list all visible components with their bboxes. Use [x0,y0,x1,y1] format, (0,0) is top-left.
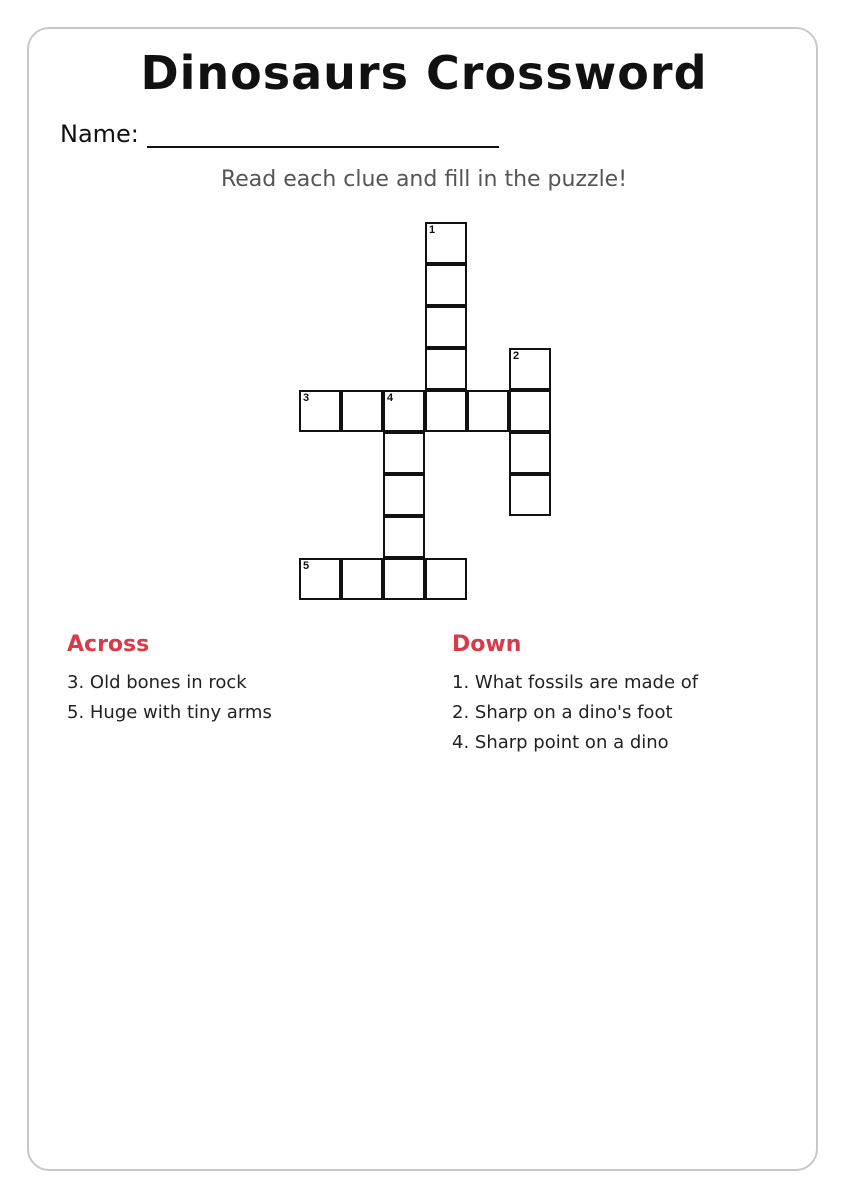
crossword-cell[interactable] [425,558,467,600]
cell-number: 3 [303,392,310,404]
crossword-cell[interactable] [383,516,425,558]
down-heading: Down [452,632,522,657]
page-title: Dinosaurs Crossword [140,46,708,100]
clue-item: 1. What fossils are made of [452,672,699,693]
clue-item: 3. Old bones in rock [67,672,247,693]
crossword-cell[interactable] [383,474,425,516]
cell-number: 2 [513,350,520,362]
crossword-cell[interactable] [383,390,425,432]
cell-number: 1 [429,224,436,236]
crossword-cell[interactable] [425,264,467,306]
crossword-cell[interactable] [509,390,551,432]
crossword-cell[interactable] [341,390,383,432]
crossword-cell[interactable] [509,348,551,390]
crossword-cell[interactable] [425,390,467,432]
cell-number: 4 [387,392,394,404]
across-heading: Across [67,632,150,657]
crossword-cell[interactable] [425,306,467,348]
crossword-cell[interactable] [425,222,467,264]
across-clue-list [67,668,272,728]
crossword-cell[interactable] [341,558,383,600]
crossword-cell[interactable] [383,432,425,474]
crossword-cell[interactable] [383,558,425,600]
down-clue-list [452,668,698,758]
name-label: Name: [60,120,139,148]
crossword-cell[interactable] [509,474,551,516]
clue-item: 5. Huge with tiny arms [67,702,272,723]
down-clues [452,630,698,758]
crossword-cell[interactable] [299,558,341,600]
across-clues [67,630,272,728]
clue-item: 4. Sharp point on a dino [452,732,669,753]
crossword-cell[interactable] [299,390,341,432]
instructions: Read each clue and fill in the puzzle! [220,167,628,192]
crossword-cell[interactable] [467,390,509,432]
crossword-cell[interactable] [425,348,467,390]
clue-item: 2. Sharp on a dino's foot [452,702,673,723]
crossword-cell[interactable] [509,432,551,474]
cell-number: 5 [303,560,310,572]
